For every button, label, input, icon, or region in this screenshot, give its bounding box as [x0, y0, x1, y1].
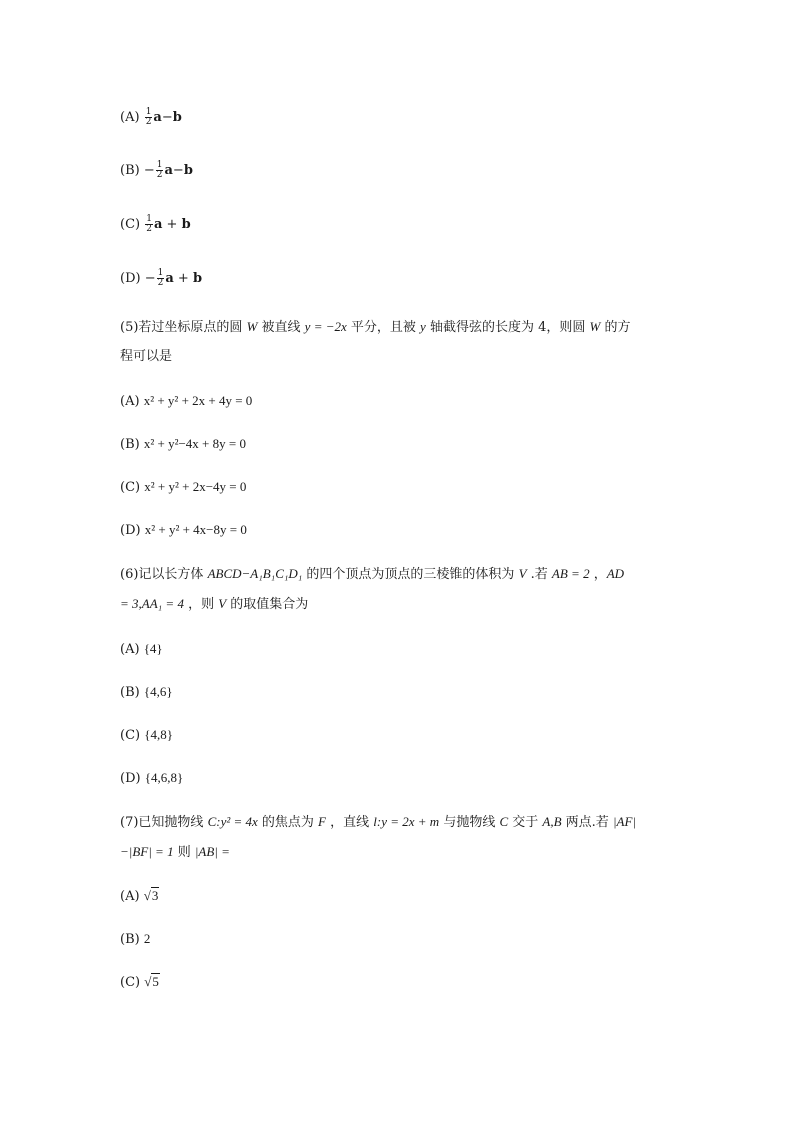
edge-ad: AD: [606, 566, 625, 581]
q5-option-c: [120, 477, 246, 498]
option-label: (A): [120, 889, 140, 904]
option-label: (C): [120, 480, 141, 495]
option-label: (A): [120, 394, 140, 409]
q7-option-b: [120, 929, 150, 950]
circle-name: W: [589, 319, 601, 334]
q5-stem-line1: (5)若过坐标原点的圆 W 被直线 y = −2x 平分，且被 y 轴截得弦的长度为 4，则圆 W 的方: [120, 319, 631, 335]
option-label: (D): [120, 271, 141, 286]
q7-option-a: [120, 886, 159, 907]
parabola-name: C: [499, 814, 509, 829]
option-label: (C): [120, 217, 141, 232]
points-name: A,B: [542, 814, 562, 829]
q4-option-c: (C) $\frac{1}{2}$ a + b: [120, 214, 191, 234]
option-label: (B): [120, 437, 140, 452]
q5-option-d: [120, 520, 247, 541]
q6-option-c: [120, 725, 173, 746]
q7-stem-line2: −|BF| = 1 则 |AB| =: [120, 844, 230, 860]
set-value: {4,6,8}: [144, 770, 184, 785]
circle-name: W: [246, 319, 258, 334]
equation: x² + y²−4x + 8y = 0: [143, 436, 246, 451]
q6-stem-line2: = 3,AA₁ = 4 ，则 V 的取值集合为: [120, 596, 309, 612]
set-value: {4}: [143, 641, 163, 656]
q4-option-b: (B) − $\frac{1}{2}$ a−b: [120, 160, 193, 180]
equation: x² + y² + 2x + 4y = 0: [143, 393, 253, 408]
line-equation: y = −2x: [304, 319, 347, 334]
fraction: $\frac{1}{2}$: [145, 107, 152, 127]
edge-values: = 3,AA₁ = 4: [120, 596, 184, 611]
option-label: (A): [120, 110, 140, 125]
parabola-equation: C:y² = 4x: [207, 814, 258, 829]
square-root: √3: [143, 888, 159, 903]
edge-ab: AB = 2: [551, 566, 590, 581]
q6-stem-line1: (6)记以长方体 ABCD−A₁B₁C₁D₁ 的四个顶点为顶点的三棱锥的体积为 V .若 AB = 2 ，AD: [120, 566, 625, 582]
option-label: (A): [120, 642, 140, 657]
abs-bf: −|BF| = 1: [120, 844, 174, 859]
option-label: (B): [120, 163, 140, 178]
equation: x² + y² + 4x−8y = 0: [144, 522, 247, 537]
option-label: (B): [120, 932, 140, 947]
volume-symbol: V: [518, 566, 527, 581]
volume-symbol: V: [218, 596, 227, 611]
equation: x² + y² + 2x−4y = 0: [144, 479, 247, 494]
solid-name: ABCD−A₁B₁C₁D₁: [207, 566, 303, 581]
q6-option-a: [120, 639, 163, 660]
value: 2: [143, 931, 151, 946]
option-label: (C): [120, 728, 141, 743]
abs-ab: |AB| =: [194, 844, 230, 859]
focus-name: F: [318, 814, 326, 829]
q4-option-a: (A) $\frac{1}{2}$ a−b: [120, 107, 182, 127]
q5-option-a: [120, 391, 252, 412]
set-value: {4,6}: [143, 684, 173, 699]
q5-option-b: [120, 434, 246, 455]
fraction: $\frac{1}{2}$: [156, 160, 163, 180]
fraction: $\frac{1}{2}$: [146, 214, 152, 234]
option-label: (B): [120, 685, 140, 700]
line-equation: l:y = 2x + m: [373, 814, 440, 829]
fraction: $\frac{1}{2}$: [157, 268, 164, 288]
q6-option-d: [120, 768, 183, 789]
set-value: {4,8}: [144, 727, 173, 742]
q7-stem-line1: (7)已知抛物线 C:y² = 4x 的焦点为 F ，直线 l:y = 2x + m 与抛物线 C 交于 A,B 两点.若 |AF|: [120, 814, 636, 830]
q7-option-c: [120, 972, 160, 993]
option-label: (C): [120, 975, 141, 990]
axis-name: y: [420, 319, 426, 334]
q6-option-b: [120, 682, 173, 703]
option-label: (D): [120, 523, 141, 538]
square-root: √5: [144, 974, 159, 989]
option-label: (D): [120, 771, 141, 786]
q5-stem-line2: 程可以是: [120, 349, 173, 364]
abs-af: |AF|: [612, 814, 636, 829]
q4-option-d: (D) − $\frac{1}{2}$ a + b: [120, 268, 203, 288]
